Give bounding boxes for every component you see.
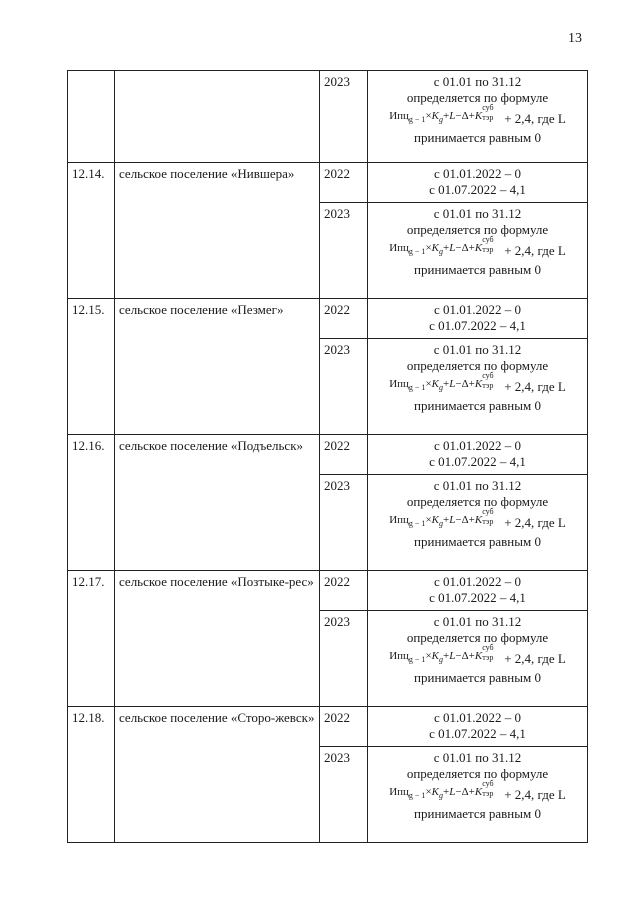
formula-subscript: g xyxy=(439,655,443,664)
formula-term: K xyxy=(474,378,483,390)
value-line: определяется по формуле xyxy=(406,90,549,105)
settlement-name: сельское поселение «Сторо-жевск» xyxy=(115,707,320,843)
value-line: определяется по формуле xyxy=(406,766,549,781)
formula-operator: + xyxy=(443,242,450,254)
value-line: определяется по формуле xyxy=(406,494,549,509)
tariff-table xyxy=(67,70,588,843)
settlement-name: сельское поселение «Пезмег» xyxy=(115,299,320,435)
formula xyxy=(372,507,583,534)
formula-term: K xyxy=(431,242,439,254)
formula-term: L xyxy=(449,650,456,662)
formula-operator: + xyxy=(443,110,450,122)
formula-operator: − xyxy=(455,650,462,662)
formula-term: Ипц xyxy=(389,378,409,390)
settlement-name xyxy=(115,71,320,163)
formula xyxy=(372,235,583,262)
value-line: принимается равным 0 xyxy=(414,806,541,821)
table-body xyxy=(68,71,588,843)
formula-term: Ипц xyxy=(389,110,409,122)
table-row xyxy=(68,707,588,747)
settlement-name: сельское поселение «Позтыке-рес» xyxy=(115,571,320,707)
formula-operator: × xyxy=(425,110,432,122)
period-year: 2023 xyxy=(320,71,368,163)
formula-term: Δ xyxy=(461,242,469,254)
formula-term: K xyxy=(474,242,483,254)
value-line: с 01.01 по 31.12 xyxy=(433,342,522,357)
period-year: 2023 xyxy=(320,747,368,843)
row-number: 12.18. xyxy=(68,707,115,843)
formula-tail: + 2,4, где L xyxy=(504,379,566,394)
formula-operator: + xyxy=(468,514,475,526)
formula-index-stack xyxy=(482,103,504,123)
formula-term: L xyxy=(449,378,456,390)
formula-term: L xyxy=(449,786,456,798)
formula-operator: − xyxy=(455,110,462,122)
formula-operator: − xyxy=(455,242,462,254)
period-year: 2022 xyxy=(320,299,368,339)
formula-operator: + xyxy=(443,650,450,662)
formula-superscript: суб xyxy=(482,507,494,517)
value-line: с 01.07.2022 – 4,1 xyxy=(429,726,526,741)
value-line: с 01.01.2022 – 0 xyxy=(433,438,522,453)
formula-operator: − xyxy=(455,514,462,526)
formula-tail: + 2,4, где L xyxy=(504,515,566,530)
formula-subscript: тэр xyxy=(482,653,494,663)
formula-operator: + xyxy=(443,514,450,526)
formula-index-stack xyxy=(482,643,504,663)
formula-operator: + xyxy=(468,786,475,798)
formula-tail: + 2,4, где L xyxy=(504,651,566,666)
formula-subscript: g xyxy=(439,247,443,256)
formula-term: Ипц xyxy=(389,514,409,526)
period-value xyxy=(368,71,588,163)
row-number: 12.16. xyxy=(68,435,115,571)
formula-subscript: g − 1 xyxy=(408,655,426,664)
table-row xyxy=(68,435,588,475)
formula-subscript: g xyxy=(439,383,443,392)
formula xyxy=(372,103,583,130)
formula-superscript: суб xyxy=(482,103,494,113)
formula-superscript: суб xyxy=(482,643,494,653)
period-year: 2022 xyxy=(320,571,368,611)
formula-tail: + 2,4, где L xyxy=(504,243,566,258)
formula-term: Δ xyxy=(461,650,469,662)
period-year: 2022 xyxy=(320,163,368,203)
formula-term: K xyxy=(474,650,483,662)
formula-subscript: тэр xyxy=(482,381,494,391)
formula-subscript: g − 1 xyxy=(408,247,426,256)
period-value xyxy=(368,435,588,475)
period-value xyxy=(368,611,588,707)
row-number: 12.15. xyxy=(68,299,115,435)
value-line: принимается равным 0 xyxy=(414,534,541,549)
formula-operator: × xyxy=(425,242,432,254)
formula-subscript: g xyxy=(439,519,443,528)
value-line: определяется по формуле xyxy=(406,222,549,237)
formula-operator: × xyxy=(425,514,432,526)
formula-superscript: суб xyxy=(482,235,494,245)
formula-tail: + 2,4, где L xyxy=(504,111,566,126)
period-year: 2022 xyxy=(320,435,368,475)
period-value xyxy=(368,475,588,571)
formula-superscript: суб xyxy=(482,371,494,381)
formula-term: Δ xyxy=(461,110,469,122)
value-line: с 01.01 по 31.12 xyxy=(433,74,522,89)
formula-term: K xyxy=(474,110,483,122)
value-line: принимается равным 0 xyxy=(414,130,541,145)
table-row xyxy=(68,163,588,203)
period-year: 2023 xyxy=(320,203,368,299)
page-number: 13 xyxy=(568,31,582,46)
settlement-name: сельское поселение «Подъельск» xyxy=(115,435,320,571)
row-number: 12.17. xyxy=(68,571,115,707)
value-line: с 01.01 по 31.12 xyxy=(433,750,522,765)
formula xyxy=(372,371,583,398)
period-value xyxy=(368,339,588,435)
formula-subscript: g xyxy=(439,115,443,124)
formula-subscript: тэр xyxy=(482,789,494,799)
table-row xyxy=(68,299,588,339)
formula-subscript: тэр xyxy=(482,245,494,255)
value-line: с 01.07.2022 – 4,1 xyxy=(429,182,526,197)
value-line: с 01.01.2022 – 0 xyxy=(433,574,522,589)
formula-operator: + xyxy=(468,242,475,254)
formula-index-stack xyxy=(482,507,504,527)
value-line: принимается равным 0 xyxy=(414,262,541,277)
formula-term: Δ xyxy=(461,786,469,798)
formula-term: L xyxy=(449,110,456,122)
formula xyxy=(372,779,583,806)
period-value xyxy=(368,203,588,299)
formula-term: K xyxy=(431,110,439,122)
value-line: принимается равным 0 xyxy=(414,398,541,413)
value-line: с 01.01 по 31.12 xyxy=(433,478,522,493)
value-line: с 01.07.2022 – 4,1 xyxy=(429,590,526,605)
value-line: с 01.01 по 31.12 xyxy=(433,206,522,221)
formula-term: K xyxy=(431,786,439,798)
formula-operator: × xyxy=(425,786,432,798)
formula-index-stack xyxy=(482,371,504,391)
formula-term: Ипц xyxy=(389,242,409,254)
formula-superscript: суб xyxy=(482,779,494,789)
formula-operator: + xyxy=(468,110,475,122)
formula-term: K xyxy=(474,786,483,798)
value-line: принимается равным 0 xyxy=(414,670,541,685)
formula-operator: × xyxy=(425,650,432,662)
period-year: 2023 xyxy=(320,611,368,707)
formula-term: Δ xyxy=(461,378,469,390)
row-number xyxy=(68,71,115,163)
formula-term: Ипц xyxy=(389,650,409,662)
formula-term: Ипц xyxy=(389,786,409,798)
formula-term: Δ xyxy=(461,514,469,526)
formula-tail: + 2,4, где L xyxy=(504,787,566,802)
value-line: с 01.01.2022 – 0 xyxy=(433,166,522,181)
formula-subscript: g − 1 xyxy=(408,115,426,124)
formula-subscript: g − 1 xyxy=(408,383,426,392)
formula-operator: + xyxy=(468,378,475,390)
value-line: с 01.01.2022 – 0 xyxy=(433,302,522,317)
period-value xyxy=(368,163,588,203)
formula-term: K xyxy=(431,650,439,662)
period-value xyxy=(368,747,588,843)
formula-term: L xyxy=(449,514,456,526)
formula-operator: − xyxy=(455,378,462,390)
formula-subscript: тэр xyxy=(482,113,494,123)
settlement-name: сельское поселение «Нившера» xyxy=(115,163,320,299)
formula-term: K xyxy=(474,514,483,526)
formula-subscript: g xyxy=(439,791,443,800)
formula-operator: + xyxy=(443,378,450,390)
formula-operator: − xyxy=(455,786,462,798)
formula-subscript: g − 1 xyxy=(408,519,426,528)
formula-operator: + xyxy=(468,650,475,662)
table-row xyxy=(68,571,588,611)
formula-operator: × xyxy=(425,378,432,390)
period-value xyxy=(368,571,588,611)
value-line: определяется по формуле xyxy=(406,358,549,373)
formula-index-stack xyxy=(482,779,504,799)
formula-term: K xyxy=(431,378,439,390)
period-year: 2023 xyxy=(320,475,368,571)
period-value xyxy=(368,707,588,747)
formula-subscript: g − 1 xyxy=(408,791,426,800)
formula-operator: + xyxy=(443,786,450,798)
value-line: с 01.01.2022 – 0 xyxy=(433,710,522,725)
value-line: с 01.01 по 31.12 xyxy=(433,614,522,629)
formula-term: K xyxy=(431,514,439,526)
formula xyxy=(372,643,583,670)
row-number: 12.14. xyxy=(68,163,115,299)
formula-subscript: тэр xyxy=(482,517,494,527)
table-row xyxy=(68,71,588,163)
formula-term: L xyxy=(449,242,456,254)
value-line: с 01.07.2022 – 4,1 xyxy=(429,318,526,333)
value-line: определяется по формуле xyxy=(406,630,549,645)
value-line: с 01.07.2022 – 4,1 xyxy=(429,454,526,469)
period-year: 2022 xyxy=(320,707,368,747)
period-year: 2023 xyxy=(320,339,368,435)
period-value xyxy=(368,299,588,339)
formula-index-stack xyxy=(482,235,504,255)
